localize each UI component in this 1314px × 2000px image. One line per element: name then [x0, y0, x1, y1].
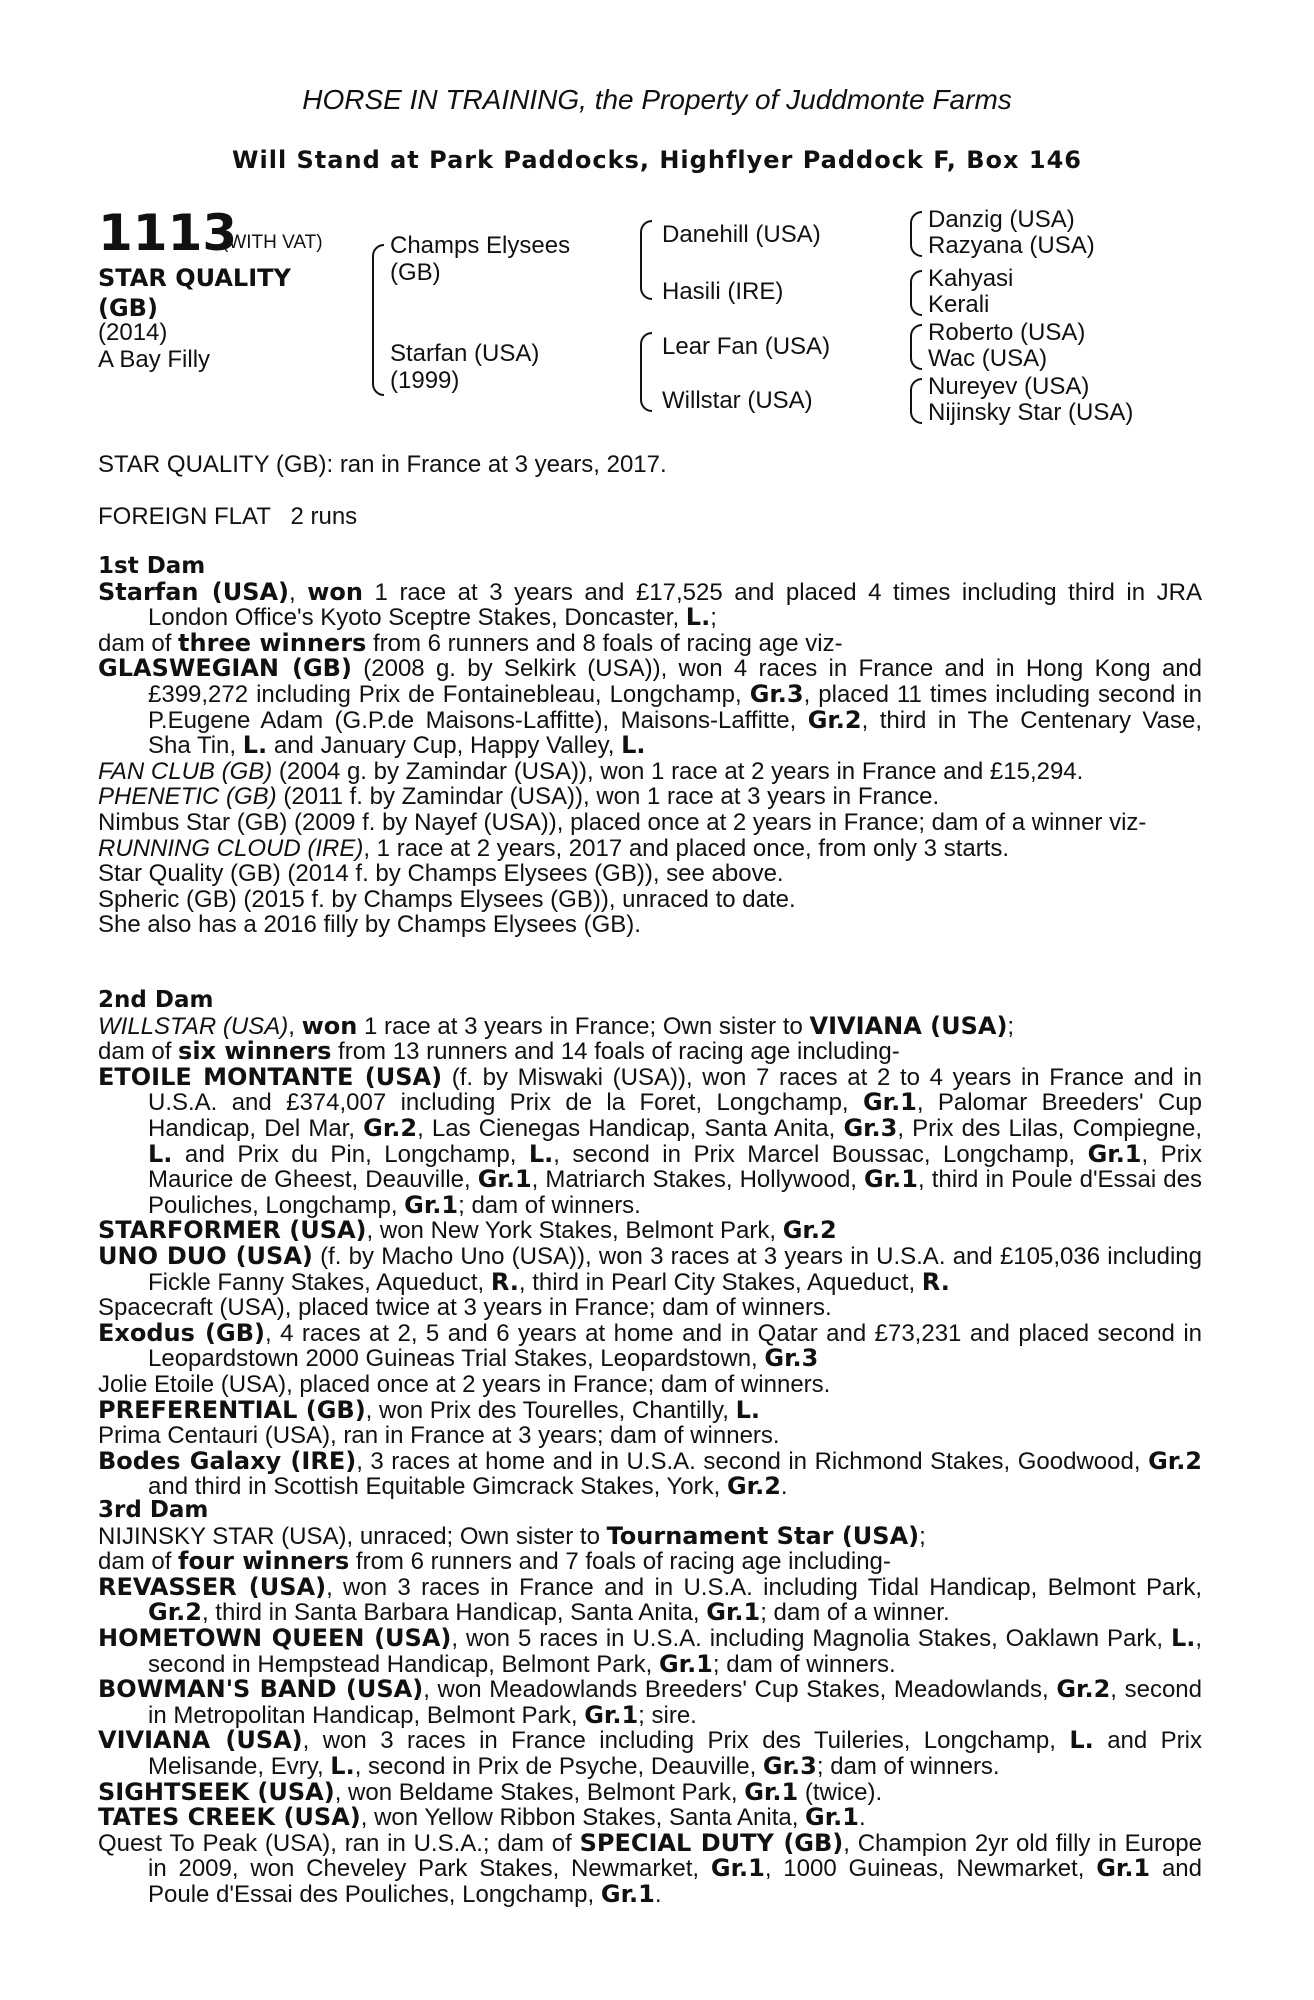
produce-text: , 3 races at home and in U.S.A. second in Richmond Stakes, Goodwood,: [356, 1447, 1141, 1475]
listed-mark: L.: [1069, 1726, 1094, 1755]
produce-name: VIVIANA (USA): [98, 1726, 303, 1755]
produce-starformer: [98, 1218, 1202, 1244]
second-dam-record-text: 1 race at 3 years in France; Own sister to: [364, 1012, 803, 1040]
produce-name: Exodus (GB): [98, 1318, 265, 1347]
produce-2016-filly: She also has a 2016 filly by Champs Elysees (GB).: [98, 911, 641, 939]
grade-mark: Gr.1: [864, 1165, 918, 1194]
produce-preferential: [98, 1395, 1202, 1424]
produce-text: and Prix Melisande, Evry,: [148, 1727, 1203, 1780]
listed-mark: L.: [242, 731, 268, 760]
produce-name: SPECIAL DUTY (GB): [579, 1828, 844, 1857]
produce-text: ; dam of winners.: [816, 1752, 1000, 1780]
horse-year: (2014): [98, 319, 168, 346]
third-dam-name: NIJINSKY STAR (USA), unraced; Own sister to: [98, 1522, 600, 1550]
listed-mark: L.: [621, 731, 646, 760]
horse-name: STAR QUALITY (GB): [98, 264, 291, 322]
produce-prima-centauri: Prima Centauri (USA), ran in France at 3 years; dam of winners.: [98, 1422, 780, 1450]
horse-description: A Bay Filly: [98, 346, 211, 373]
produce-text: , second in Prix de Psyche, Deauville,: [354, 1752, 757, 1780]
grade-mark: Gr.1: [744, 1777, 799, 1806]
produce-text: Quest To Peak (USA), ran in U.S.A.; dam of: [98, 1829, 572, 1857]
pedigree-g3-8: Nijinsky Star (USA): [928, 399, 1134, 426]
first-dam-record: Starfan (USA), won 1 race at 3 years and £17,525 and placed 4 times including third in JRA London Office's Kyoto Sceptre Stakes, Doncaster, L.;: [98, 577, 1202, 632]
second-dam-section: [98, 988, 1202, 1500]
grade-mark: Gr.1: [862, 1088, 917, 1117]
lot-vat: (WITH VAT): [222, 232, 323, 253]
produce-spheric: Spheric (GB) (2015 f. by Champs Elysees (GB)), unraced to date.: [98, 885, 796, 913]
second-dam-record: WILLSTAR (USA), won 1 race at 3 years in France; Own sister to VIVIANA (USA);: [98, 1011, 1015, 1040]
foreign-flat: FOREIGN FLAT 2 runs: [98, 502, 358, 530]
grade-mark: Gr.1: [706, 1598, 761, 1627]
grade-mark: Gr.2: [807, 705, 862, 734]
pedigree-sire-dam: Hasili (IRE): [662, 278, 784, 305]
grade-mark: Gr.1: [710, 1854, 765, 1883]
produce-text: , third in The Centenary Vase, Sha Tin,: [148, 706, 1203, 760]
first-dam-name: Starfan (USA): [98, 577, 290, 606]
produce-text: , won New York Stakes, Belmont Park,: [366, 1217, 777, 1245]
pedigree-g3-6: Wac (USA): [928, 345, 1048, 372]
brace-g3-3: [910, 324, 922, 370]
produce-text: , Prix des Lilas, Compiegne,: [897, 1114, 1203, 1142]
produce-bowmans-band: [98, 1677, 1202, 1728]
produce-text: , 4 races at 2, 5 and 6 years at home and in Qatar and £73,231 and placed second in Leopardstown 2000 Guineas Trial Stakes, Leopardstown,: [148, 1319, 1203, 1373]
listed-mark: L.: [528, 1139, 554, 1168]
summary-section: [98, 452, 1202, 529]
grade-mark: Gr.1: [658, 1649, 713, 1678]
produce-text: , 1 race at 2 years, 2017 and placed once, from only 3 starts.: [363, 834, 1010, 862]
second-dam-heading: 2nd Dam: [98, 987, 214, 1013]
grade-mark: Gr.3: [762, 1751, 817, 1780]
produce-text: and January Cup, Happy Valley,: [273, 732, 615, 760]
produce-revasser: [98, 1572, 1203, 1627]
produce-name: GLASWEGIAN (GB): [98, 654, 352, 683]
produce-text: , Champion 2yr old filly in Europe in 2009, won Cheveley Park Stakes, Newmarket,: [148, 1829, 1202, 1883]
produce-text: ; dam of winners.: [712, 1650, 896, 1678]
dam-of-label: dam of: [98, 1548, 172, 1576]
produce-text: , won Yellow Ribbon Stakes, Santa Anita,: [360, 1804, 799, 1832]
sister-name: Tournament Star (USA): [606, 1521, 920, 1550]
restricted-mark: R.: [921, 1267, 950, 1296]
produce-text: , second in Hempstead Handicap, Belmont Park,: [148, 1624, 1203, 1678]
produce-text: , third in Poule d'Essai des Pouliches, Longchamp,: [148, 1166, 1202, 1219]
first-dam-section: [98, 554, 1202, 938]
brace-parents: [372, 244, 384, 396]
produce-text: , won Prix des Tourelles, Chantilly,: [365, 1396, 729, 1424]
brace-g3-1: [910, 211, 922, 257]
pedigree-g3-3: Kahyasi: [928, 265, 1014, 292]
grade-mark: Gr.3: [843, 1113, 898, 1142]
third-dam-section: [98, 1498, 1202, 1908]
pedigree-dam-sire: Lear Fan (USA): [662, 333, 831, 360]
produce-uno-duo: [98, 1241, 1202, 1296]
grade-mark: Gr.3: [749, 679, 804, 708]
produce-text: , Prix Maurice de Gheest, Deauville,: [148, 1140, 1202, 1194]
sister-name: VIVIANA (USA): [809, 1011, 1008, 1040]
produce-name: PHENETIC (GB): [98, 783, 277, 811]
produce-text: , won Beldame Stakes, Belmont Park,: [334, 1778, 738, 1806]
grade-mark: Gr.2: [1056, 1675, 1111, 1704]
produce-name: TATES CREEK (USA): [98, 1803, 361, 1832]
third-dam-produce: [98, 1549, 1202, 1575]
produce-text: , Palomar Breeders' Cup Handicap, Del Mar,: [148, 1089, 1202, 1142]
produce-text: (twice).: [804, 1778, 883, 1806]
produce-text: , Las Cienegas Handicap, Santa Anita,: [417, 1114, 836, 1142]
grade-mark: Gr.1: [1087, 1139, 1142, 1168]
stand-location: Will Stand at Park Paddocks, Highflyer Paddock F, Box 146: [232, 146, 1082, 174]
first-dam-record-text: 1 race at 3 years and £17,525 and placed 4 times including third in JRA London Office's Kyoto Sceptre Stakes, Doncaster,: [148, 578, 1202, 632]
brace-g3-4: [910, 378, 922, 424]
produce-nimbus-star: Nimbus Star (GB) (2009 f. by Nayef (USA)), placed once at 2 years in France; dam of a winner viz-: [98, 808, 1147, 836]
produce-exodus: [98, 1318, 1203, 1373]
produce-tates-creek: TATES CREEK (USA), won Yellow Ribbon Stakes, Santa Anita, Gr.1.: [98, 1803, 866, 1832]
lot-number: 1113: [98, 204, 238, 262]
won-label: won: [307, 577, 363, 606]
pedigree-block: [0, 0, 1314, 440]
pedigree-g3-1: Danzig (USA): [928, 206, 1075, 233]
produce-text: , won 5 races in U.S.A. including Magnolia Stakes, Oaklawn Park,: [451, 1624, 1163, 1652]
race-summary: STAR QUALITY (GB): ran in France at 3 years, 2017.: [98, 451, 667, 478]
produce-text: ; sire.: [638, 1701, 697, 1729]
pedigree-g3-4: Kerali: [928, 291, 990, 318]
pedigree-dam-dam: Willstar (USA): [662, 387, 813, 414]
produce-text: , third in Pearl City Stakes, Aqueduct,: [518, 1268, 916, 1296]
brace-sire-parents: [640, 220, 652, 300]
winners-count: six winners: [178, 1037, 332, 1066]
produce-text: , won 3 races in France including Prix des Tuileries, Longchamp,: [302, 1727, 1056, 1755]
grade-mark: Gr.2: [148, 1598, 202, 1627]
listed-mark: L.: [330, 1751, 355, 1780]
produce-summary: from 6 runners and 7 foals of racing age including-: [355, 1548, 891, 1576]
produce-fan-club: [98, 759, 1202, 785]
produce-text: and third in Scottish Equitable Gimcrack Stakes, York,: [148, 1473, 721, 1501]
produce-text: , Matriarch Stakes, Hollywood,: [531, 1166, 857, 1194]
brace-g3-2: [910, 270, 922, 316]
first-dam-produce: [98, 628, 1202, 657]
produce-name: ETOILE MONTANTE (USA): [98, 1062, 443, 1091]
produce-name: PREFERENTIAL (GB): [98, 1395, 366, 1424]
listed-mark: L.: [1170, 1623, 1196, 1652]
produce-phenetic: [98, 784, 1202, 810]
produce-name: UNO DUO (USA): [98, 1241, 313, 1270]
brace-dam-parents: [640, 332, 652, 412]
produce-text: and Prix du Pin, Longchamp,: [184, 1140, 517, 1168]
dam-of-label: dam of: [98, 629, 172, 657]
produce-name: RUNNING CLOUD (IRE): [98, 834, 364, 862]
restricted-mark: R.: [490, 1267, 519, 1296]
produce-text: (2008 g. by Selkirk (USA)), won 4 races in France and in Hong Kong and £399,272 including Prix de Fontainebleau, Longchamp,: [148, 655, 1202, 708]
grade-mark: Gr.2: [363, 1113, 418, 1142]
produce-text: and Poule d'Essai des Pouliches, Longchamp,: [148, 1855, 1202, 1908]
produce-name: STARFORMER (USA): [98, 1216, 367, 1245]
second-dam-produce: [98, 1039, 1202, 1065]
produce-text: , placed 11 times including second in P.Eugene Adam (G.P.de Maisons-Laffitte), Maisons-Laffitte,: [148, 680, 1202, 734]
produce-name: REVASSER (USA): [98, 1572, 327, 1601]
winners-count: three winners: [178, 628, 367, 657]
produce-text: (f. by Macho Uno (USA)), won 3 races at 3 years in U.S.A. and £105,036 including Fickle Fanny Stakes, Aqueduct,: [148, 1242, 1202, 1296]
pedigree-dam: Starfan (USA) (1999): [390, 340, 540, 394]
third-dam-heading: 3rd Dam: [98, 1497, 209, 1523]
won-label: won: [301, 1011, 358, 1040]
page-title: HORSE IN TRAINING, the Property of Juddmonte Farms: [302, 84, 1012, 115]
produce-text: , third in Santa Barbara Handicap, Santa Anita,: [201, 1599, 700, 1627]
grade-mark: Gr.2: [1148, 1446, 1203, 1475]
listed-mark: L.: [735, 1395, 761, 1424]
pedigree-g3-2: Razyana (USA): [928, 232, 1095, 259]
pedigree-g3-5: Roberto (USA): [928, 319, 1086, 346]
produce-text: , second in Metropolitan Handicap, Belmont Park,: [148, 1676, 1202, 1729]
winners-count: four winners: [178, 1547, 350, 1576]
produce-running-cloud: [98, 836, 1202, 862]
listed-mark: L.: [685, 603, 711, 632]
produce-name: BOWMAN'S BAND (USA): [98, 1675, 424, 1704]
grade-mark: Gr.1: [477, 1165, 532, 1194]
produce-text: ; dam of a winner.: [760, 1599, 950, 1627]
pedigree-g3-7: Nureyev (USA): [928, 373, 1090, 400]
produce-jolie-etoile: Jolie Etoile (USA), placed once at 2 years in France; dam of winners.: [98, 1370, 831, 1398]
second-dam-name: WILLSTAR (USA): [98, 1012, 289, 1040]
grade-mark: Gr.1: [600, 1879, 655, 1908]
produce-text: (2011 f. by Zamindar (USA)), won 1 race at 3 years in France.: [283, 783, 940, 811]
produce-text: , second in Prix Marcel Boussac, Longchamp,: [553, 1140, 1076, 1168]
produce-text: , won 3 races in France and in U.S.A. including Tidal Handicap, Belmont Park,: [326, 1573, 1203, 1601]
produce-spacecraft: Spacecraft (USA), placed twice at 3 years in France; dam of winners.: [98, 1294, 832, 1322]
produce-sightseek: [98, 1777, 1202, 1806]
produce-name: FAN CLUB (GB): [98, 757, 273, 785]
produce-name: Bodes Galaxy (IRE): [98, 1446, 357, 1475]
produce-star-quality: Star Quality (GB) (2014 f. by Champs Elysees (GB)), see above.: [98, 860, 784, 888]
dam-of-label: dam of: [98, 1038, 172, 1066]
produce-text: , won Meadowlands Breeders' Cup Stakes, Meadowlands,: [423, 1676, 1049, 1704]
grade-mark: Gr.2: [782, 1216, 837, 1245]
grade-mark: Gr.1: [805, 1803, 859, 1832]
grade-mark: Gr.2: [726, 1472, 781, 1501]
produce-name: HOMETOWN QUEEN (USA): [98, 1623, 452, 1652]
listed-mark: L.: [148, 1139, 173, 1168]
produce-glaswegian: [98, 656, 1202, 758]
produce-hometown-queen: [98, 1623, 1203, 1678]
produce-bodes-galaxy: Bodes Galaxy (IRE), 3 races at home and in U.S.A. second in Richmond Stakes, Goodwood, Gr.2 and third in Scottish Equitable Gimcrack Stakes, York, Gr.2.: [98, 1446, 1203, 1501]
produce-text: (f. by Miswaki (USA)), won 7 races at 2 to 4 years in France and in U.S.A. and £374,007 including Prix de la Foret, Longchamp,: [148, 1063, 1202, 1117]
produce-name: SIGHTSEEK (USA): [98, 1777, 335, 1806]
produce-text: , 1000 Guineas, Newmarket,: [764, 1855, 1085, 1883]
grade-mark: Gr.1: [1096, 1854, 1151, 1883]
produce-quest-to-peak: Quest To Peak (USA), ran in U.S.A.; dam of SPECIAL DUTY (GB), Champion 2yr old filly in Europe in 2009, won Cheveley Park Stakes, Newmarket, Gr.1, 1000 Guineas, Newmarket, Gr.1 and Poule d'Essai des Pouliches, Longchamp, Gr.1.: [98, 1828, 1202, 1908]
produce-text: (2004 g. by Zamindar (USA)), won 1 race at 2 years in France and £15,294.: [278, 757, 1084, 785]
pedigree-sire-sire: Danehill (USA): [662, 221, 821, 248]
grade-mark: Gr.3: [764, 1344, 819, 1373]
grade-mark: Gr.1: [584, 1700, 639, 1729]
third-dam-record: NIJINSKY STAR (USA), unraced; Own sister to Tournament Star (USA);: [98, 1521, 926, 1550]
produce-viviana: [98, 1728, 1202, 1779]
first-dam-heading: 1st Dam: [98, 553, 206, 579]
produce-summary: from 6 runners and 8 foals of racing age viz-: [373, 629, 843, 657]
produce-etoile-montante: [98, 1062, 1203, 1219]
grade-mark: Gr.1: [404, 1190, 459, 1219]
produce-text: ; dam of winners.: [458, 1191, 641, 1219]
pedigree-sire: Champs Elysees (GB): [390, 232, 571, 286]
produce-summary: from 13 runners and 14 foals of racing age including-: [338, 1038, 900, 1066]
